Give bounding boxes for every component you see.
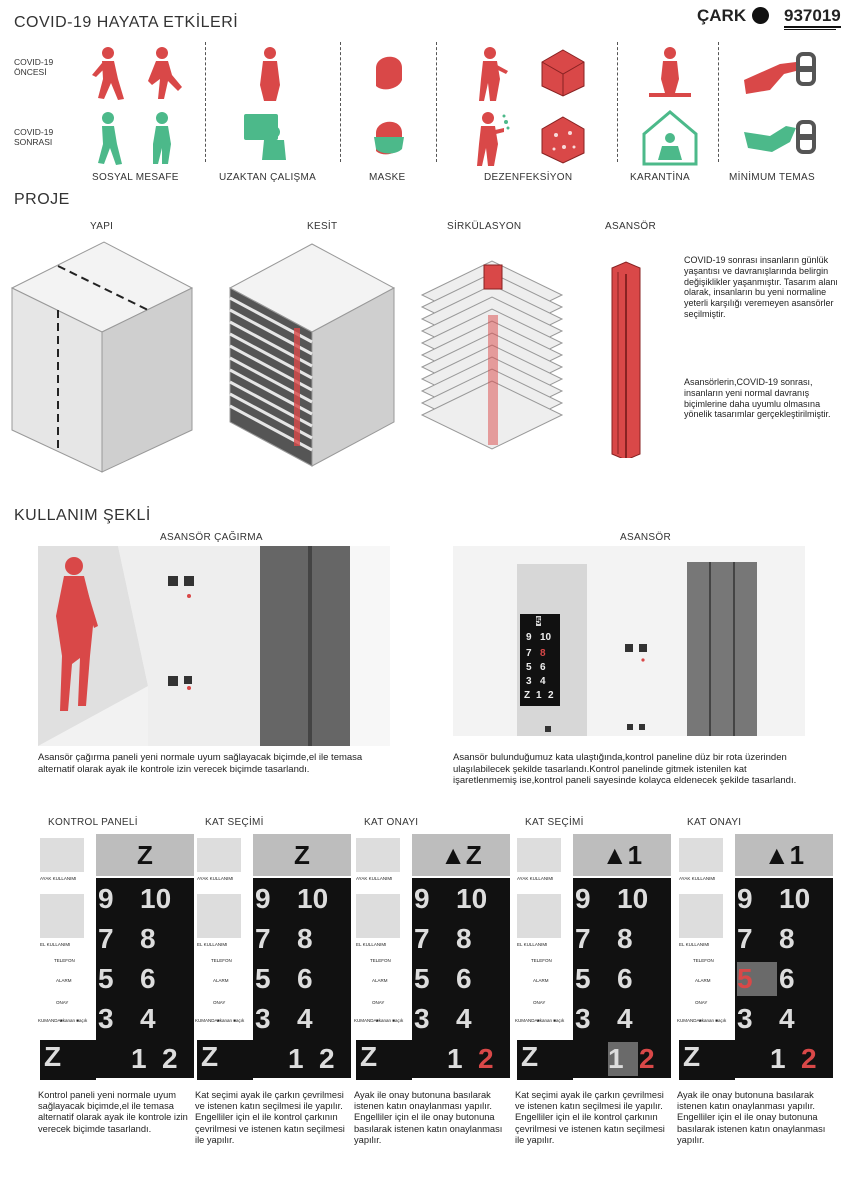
floor-button-1[interactable]: 1 bbox=[131, 1043, 147, 1074]
face-no-mask-icon bbox=[368, 50, 408, 95]
floor-button-9[interactable]: 9 bbox=[575, 883, 591, 914]
code-underline bbox=[784, 29, 836, 30]
circulation-drawing bbox=[418, 255, 568, 465]
floor-button-3[interactable]: 3 bbox=[414, 1003, 430, 1034]
floor-button-10[interactable]: 10 bbox=[617, 883, 649, 914]
hand-use-label: EL KULLANIMI bbox=[517, 942, 548, 947]
social-distance-before-icon bbox=[80, 45, 190, 105]
row-label-after: COVID-19 SONRASI bbox=[14, 127, 54, 147]
floor-button-4[interactable]: 4 bbox=[297, 1003, 313, 1034]
floor-button-3[interactable]: 3 bbox=[575, 1003, 591, 1034]
brand-logo-dot bbox=[752, 7, 769, 24]
divider bbox=[436, 42, 437, 162]
alarm-label: ALARM bbox=[372, 978, 388, 983]
floor-button-10[interactable]: 10 bbox=[140, 883, 172, 914]
kumanda-options: ■kanan ■açık bbox=[60, 1018, 88, 1023]
confirm-label: ONAY bbox=[533, 1000, 546, 1005]
phone-label: TELEFON bbox=[693, 958, 714, 963]
floor-button-2[interactable]: 2 bbox=[478, 1043, 494, 1074]
proje-description-2: Asansörlerin,COVID-19 sonrası, insanların yeni normal davranış biçimlerine daha uyumlu olmasına yönelik tasarımlar gerçekleştirilmiştir. bbox=[684, 377, 831, 420]
floor-button-9[interactable]: 9 bbox=[98, 883, 114, 914]
section-title-kullanim: KULLANIM ŞEKLİ bbox=[14, 507, 151, 524]
confirm-label: ONAY bbox=[372, 1000, 385, 1005]
floor-button-5[interactable]: 5 bbox=[255, 963, 271, 994]
category-remote-work: UZAKTAN ÇALIŞMA bbox=[219, 172, 317, 183]
label-asansor: ASANSÖR bbox=[605, 221, 657, 232]
alarm-label: ALARM bbox=[695, 978, 711, 983]
label-asansor-cagirma: ASANSÖR ÇAĞIRMA bbox=[160, 532, 263, 543]
hand-use-label: EL KULLANIMI bbox=[356, 942, 387, 947]
floor-button-1[interactable]: 1 bbox=[770, 1043, 786, 1074]
panel-side-controls bbox=[354, 834, 409, 1074]
social-distance-after-icon bbox=[80, 110, 190, 170]
foot-pedal-icon bbox=[517, 838, 561, 872]
cube-surface-icon bbox=[540, 48, 586, 98]
floor-button-10[interactable]: 10 bbox=[779, 883, 811, 914]
foot-pedal-icon bbox=[356, 838, 400, 872]
hand-use-label: EL KULLANIMI bbox=[679, 942, 710, 947]
floor-button-5[interactable]: 5 bbox=[575, 963, 591, 994]
kumanda-label: KUMANDA bbox=[515, 1018, 538, 1023]
kumanda-options: ■kanan ■açık bbox=[217, 1018, 245, 1023]
category-social-distance: SOSYAL MESAFE bbox=[92, 172, 179, 183]
brand-name: ÇARK bbox=[697, 6, 747, 25]
hand-use-icon bbox=[679, 894, 723, 938]
panel-side-controls bbox=[195, 834, 250, 1074]
panel-description: Kat seçimi ayak ile çarkın çevrilmesi ve istenen katın seçilmesi ile yapılır. Engelliler için el ile kontrol çarkının çevrilmesi ve istenen katın seçilmesi ile yapılır. bbox=[195, 1090, 345, 1145]
hand-use-icon bbox=[197, 894, 241, 938]
hand-use-label: EL KULLANIMI bbox=[197, 942, 228, 947]
panel-side-controls bbox=[38, 834, 93, 1074]
floor-button-5[interactable]: 5 bbox=[414, 963, 430, 994]
floor-button-6[interactable]: 6 bbox=[779, 963, 795, 994]
elev-floor-6: 6 bbox=[540, 662, 546, 673]
floor-button-2[interactable]: 2 bbox=[801, 1043, 817, 1074]
label-sirkulasyon: SİRKÜLASYON bbox=[447, 221, 522, 232]
alarm-label: ALARM bbox=[213, 978, 229, 983]
person-before-disinfection-icon bbox=[470, 45, 510, 105]
floor-button-6[interactable]: 6 bbox=[140, 963, 156, 994]
hand-use-icon bbox=[517, 894, 561, 938]
panel-side-controls bbox=[515, 834, 570, 1074]
kumanda-label: KUMANDA bbox=[677, 1018, 700, 1023]
floor-button-z[interactable]: Z bbox=[40, 1040, 96, 1080]
floor-button-10[interactable]: 10 bbox=[297, 883, 329, 914]
elev-floor-8: 8 bbox=[540, 648, 546, 659]
elevator-shaft-drawing bbox=[608, 258, 648, 458]
floor-button-5[interactable]: 5 bbox=[737, 962, 777, 996]
floor-button-z[interactable]: Z bbox=[679, 1040, 735, 1080]
person-public-before-icon bbox=[645, 45, 695, 100]
hand-use-icon bbox=[40, 894, 84, 938]
elevator-interior-render bbox=[453, 546, 805, 736]
divider bbox=[205, 42, 206, 162]
label-yapi: YAPI bbox=[90, 221, 114, 232]
floor-button-2[interactable]: 2 bbox=[319, 1043, 335, 1074]
elevator-description: Asansör bulunduğumuz kata ulaştığında,kontrol paneline düz bir rota üzerinden ulaşılabilecek şekilde tasarlandı.Kontrol panelinde gitmek istenilen kat işaretlenmemiş ise,kontrol paneli sayesinde kolayca eldenecek şekilde tasarlandı. bbox=[453, 752, 797, 786]
elevator-call-description: Asansör çağırma paneli yeni normale uyum sağlayacak biçimde,el ile temasa alternatif olarak ayak ile kontrole izin verecek biçimde tasarlandı. bbox=[38, 752, 363, 775]
category-quarantine: KARANTİNA bbox=[630, 172, 690, 183]
section-title-proje: PROJE bbox=[14, 191, 70, 208]
confirm-label: ONAY bbox=[695, 1000, 708, 1005]
floor-button-7[interactable]: 7 bbox=[414, 923, 430, 954]
floor-button-9[interactable]: 9 bbox=[737, 883, 753, 914]
panel-label: KAT SEÇİMİ bbox=[525, 817, 584, 828]
panel-label: KAT ONAYI bbox=[687, 817, 742, 828]
elevator-call-render bbox=[38, 546, 390, 746]
label-asansor-view: ASANSÖR bbox=[620, 532, 672, 543]
floor-button-8[interactable]: 8 bbox=[779, 923, 795, 954]
floor-button-4[interactable]: 4 bbox=[617, 1003, 633, 1034]
kumanda-options: ■kanan ■açık bbox=[699, 1018, 727, 1023]
phone-label: TELEFON bbox=[54, 958, 75, 963]
elev-floor-1: 1 bbox=[536, 690, 542, 701]
panel-label: KAT SEÇİMİ bbox=[205, 817, 264, 828]
floor-button-6[interactable]: 6 bbox=[297, 963, 313, 994]
divider bbox=[340, 42, 341, 162]
face-mask-icon bbox=[368, 115, 408, 160]
panel-label: KAT ONAYI bbox=[364, 817, 419, 828]
floor-button-7[interactable]: 7 bbox=[737, 923, 753, 954]
divider bbox=[718, 42, 719, 162]
foot-use-label: AYAK KULLANIMI bbox=[40, 876, 77, 881]
building-block-drawing bbox=[10, 240, 195, 475]
category-mask: MASKE bbox=[369, 172, 406, 183]
floor-button-1[interactable]: 1 bbox=[608, 1042, 638, 1076]
floor-button-z[interactable]: Z bbox=[517, 1040, 573, 1080]
elbow-door-handle-icon bbox=[740, 112, 820, 167]
kumanda-options: ■kanan ■açık bbox=[376, 1018, 404, 1023]
elev-floor-4: 4 bbox=[540, 676, 546, 687]
proje-description-1: COVID-19 sonrası insanların günlük yaşantısı ve davranışlarında belirgin değişiklikler yaşanmıştır. Tasarım alanı olarak, insanların bu yeni normaline yeterli karşılığı veremeyen asansörler seçilmiştir. bbox=[684, 255, 838, 319]
floor-button-4[interactable]: 4 bbox=[140, 1003, 156, 1034]
foot-use-label: AYAK KULLANIMI bbox=[197, 876, 234, 881]
floor-button-5[interactable]: 5 bbox=[98, 963, 114, 994]
category-disinfection: DEZENFEKSİYON bbox=[484, 172, 573, 183]
kumanda-label: KUMANDA bbox=[195, 1018, 218, 1023]
panel-label: KONTROL PANELİ bbox=[48, 817, 138, 828]
elev-floor-2: 2 bbox=[548, 690, 554, 701]
elev-floor-3: 3 bbox=[526, 676, 532, 687]
floor-button-z[interactable]: Z bbox=[356, 1040, 412, 1080]
floor-button-7[interactable]: 7 bbox=[575, 923, 591, 954]
phone-label: TELEFON bbox=[211, 958, 232, 963]
floor-button-6[interactable]: 6 bbox=[617, 963, 633, 994]
disinfected-cube-icon bbox=[540, 115, 586, 165]
floor-button-9[interactable]: 9 bbox=[255, 883, 271, 914]
foot-pedal-icon bbox=[40, 838, 84, 872]
panel-description: Ayak ile onay butonuna basılarak istenen katın onaylanması yapılır. Engelliler için el ile onay butonuna basılarak istenen katın onaylanması yapılır. bbox=[354, 1090, 503, 1145]
floor-button-z[interactable]: Z bbox=[197, 1040, 253, 1080]
floor-button-4[interactable]: 4 bbox=[456, 1003, 472, 1034]
foot-use-label: AYAK KULLANIMI bbox=[356, 876, 393, 881]
alarm-label: ALARM bbox=[533, 978, 549, 983]
elev-floor-z: Z bbox=[524, 690, 531, 701]
foot-use-label: AYAK KULLANIMI bbox=[517, 876, 554, 881]
floor-button-1[interactable]: 1 bbox=[447, 1043, 463, 1074]
kumanda-label: KUMANDA bbox=[354, 1018, 377, 1023]
label-kesit: KESİT bbox=[307, 221, 338, 232]
panel-description: Ayak ile onay butonuna basılarak istenen katın onaylanması yapılır. Engelliler için el ile onay butonuna basılarak istenen katın onaylanması yapılır. bbox=[677, 1090, 826, 1145]
elev-floor-5: 5 bbox=[526, 662, 532, 673]
floor-button-6[interactable]: 6 bbox=[456, 963, 472, 994]
panel-floor-display: ▲1 bbox=[573, 834, 671, 876]
floor-button-2[interactable]: 2 bbox=[639, 1043, 655, 1074]
category-minimum-contact: MİNİMUM TEMAS bbox=[729, 172, 815, 183]
floor-button-3[interactable]: 3 bbox=[255, 1003, 271, 1034]
office-work-before-icon bbox=[250, 45, 290, 105]
floor-button-7[interactable]: 7 bbox=[98, 923, 114, 954]
person-spray-disinfection-icon bbox=[470, 110, 510, 170]
floor-button-9[interactable]: 9 bbox=[414, 883, 430, 914]
foot-use-label: AYAK KULLANIMI bbox=[679, 876, 716, 881]
page-title: COVID-19 HAYATA ETKİLERİ bbox=[14, 14, 239, 31]
foot-pedal-icon bbox=[679, 838, 723, 872]
foot-pedal-icon bbox=[197, 838, 241, 872]
panel-floor-display: Z bbox=[96, 834, 194, 876]
hand-door-handle-icon bbox=[740, 50, 820, 105]
hand-use-label: EL KULLANIMI bbox=[40, 942, 71, 947]
panel-floor-display: Z bbox=[253, 834, 351, 876]
kumanda-options: ■kanan ■açık bbox=[537, 1018, 565, 1023]
floor-button-10[interactable]: 10 bbox=[456, 883, 488, 914]
panel-description: Kat seçimi ayak ile çarkın çevrilmesi ve istenen katın seçilmesi ile yapılır. Engelliler için el ile kontrol çarkının çevrilmesi ve istenen katın seçilmesi ile yapılır. bbox=[515, 1090, 665, 1145]
quarantine-home-icon bbox=[640, 108, 700, 166]
floor-button-8[interactable]: 8 bbox=[617, 923, 633, 954]
floor-button-7[interactable]: 7 bbox=[255, 923, 271, 954]
floor-button-8[interactable]: 8 bbox=[140, 923, 156, 954]
floor-button-3[interactable]: 3 bbox=[98, 1003, 114, 1034]
student-code: 937019 bbox=[784, 6, 841, 28]
floor-button-1[interactable]: 1 bbox=[288, 1043, 304, 1074]
panel-description: Kontrol paneli yeni normale uyum sağlayacak biçimde,el ile temasa alternatif olarak ayak ile kontrole izin verecek biçimde tasarlandı. bbox=[38, 1090, 188, 1134]
elev-floor-9: 9 bbox=[526, 632, 532, 643]
section-drawing bbox=[228, 240, 398, 470]
phone-label: TELEFON bbox=[531, 958, 552, 963]
phone-label: TELEFON bbox=[370, 958, 391, 963]
kumanda-label: KUMANDA bbox=[38, 1018, 61, 1023]
divider bbox=[617, 42, 618, 162]
elevator-floor-top: 5 bbox=[536, 616, 542, 626]
elev-floor-10: 10 bbox=[540, 632, 552, 643]
confirm-label: ONAY bbox=[213, 1000, 226, 1005]
panel-floor-display: ▲Z bbox=[412, 834, 510, 876]
confirm-label: ONAY bbox=[56, 1000, 69, 1005]
remote-work-icon bbox=[238, 110, 298, 165]
panel-floor-display: ▲1 bbox=[735, 834, 833, 876]
alarm-label: ALARM bbox=[56, 978, 72, 983]
panel-side-controls bbox=[677, 834, 732, 1074]
elev-floor-7: 7 bbox=[526, 648, 532, 659]
floor-button-2[interactable]: 2 bbox=[162, 1043, 178, 1074]
floor-button-8[interactable]: 8 bbox=[297, 923, 313, 954]
row-label-before: COVID-19 ÖNCESİ bbox=[14, 57, 54, 77]
floor-button-3[interactable]: 3 bbox=[737, 1003, 753, 1034]
floor-button-8[interactable]: 8 bbox=[456, 923, 472, 954]
hand-use-icon bbox=[356, 894, 400, 938]
floor-button-4[interactable]: 4 bbox=[779, 1003, 795, 1034]
